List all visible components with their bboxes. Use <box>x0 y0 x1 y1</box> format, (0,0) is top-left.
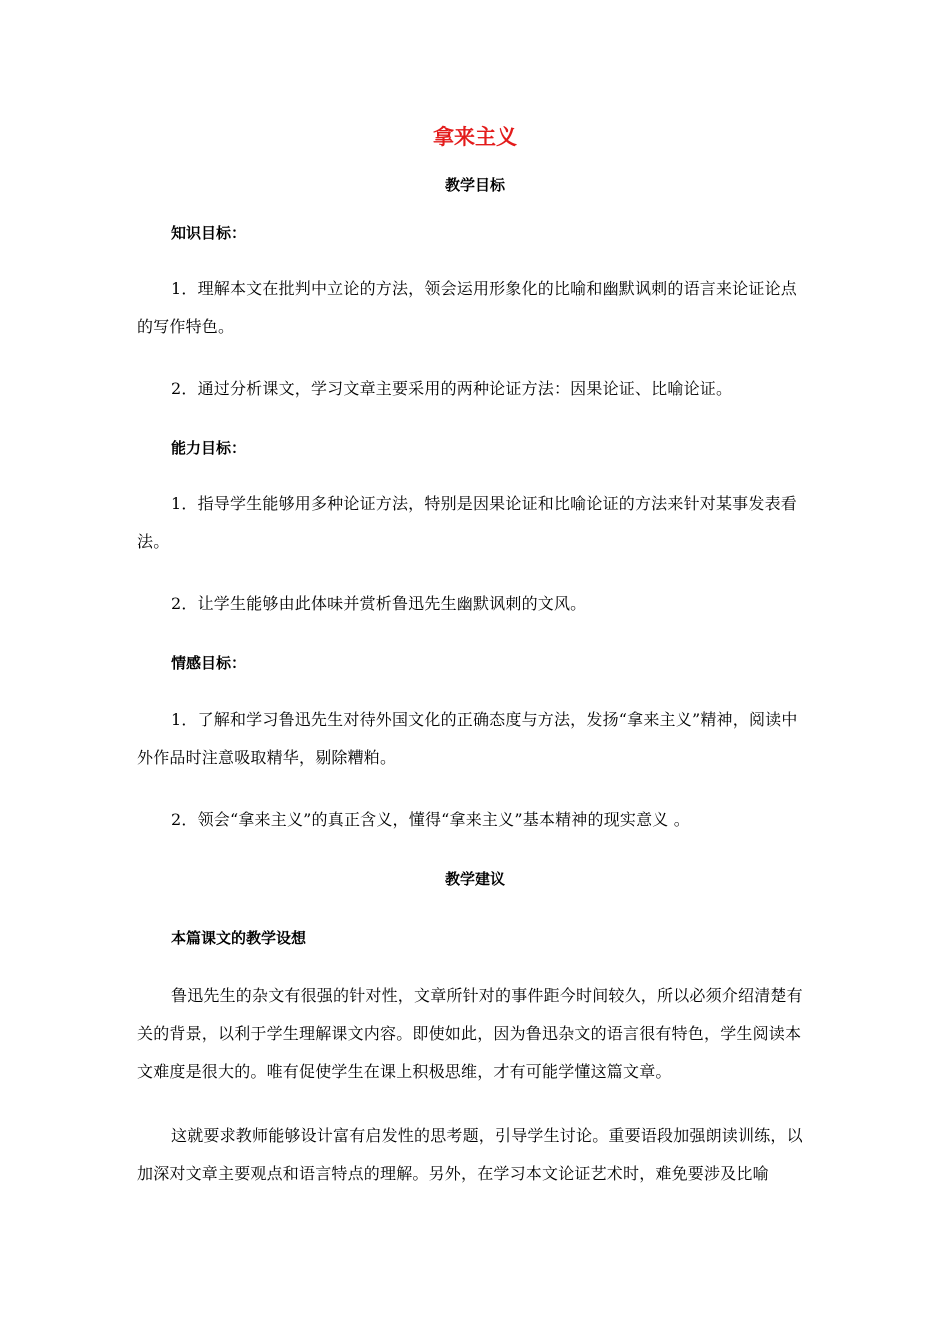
knowledge-item-2: 2．通过分析课文，学习文章主要采用的两种论证方法：因果论证、比喻论证。 <box>171 379 733 398</box>
subheading-ability-objectives: 能力目标： <box>171 439 247 457</box>
section-heading-teaching-objectives: 教学目标 <box>444 176 505 194</box>
ability-item-2: 2．让学生能够由此体味并赏析鲁迅先生幽默讽刺的文风。 <box>171 594 587 613</box>
subheading-knowledge-objectives: 知识目标： <box>171 224 247 242</box>
subheading-emotion-objectives: 情感目标： <box>171 654 247 672</box>
ability-item-1: 1．指导学生能够用多种论证方法，特别是因果论证和比喻论证的方法来针对某事发表看法。 <box>137 494 797 551</box>
section-heading-teaching-suggestions: 教学建议 <box>444 870 505 888</box>
document-title: 拿来主义 <box>433 125 517 149</box>
emotion-item-2: 2．领会“拿来主义”的真正含义，懂得“拿来主义”基本精神的现实意义 。 <box>171 810 690 829</box>
knowledge-item-1: 1．理解本文在批判中立论的方法，领会运用形象化的比喻和幽默讽刺的语言来论证论点的写作特色。 <box>137 279 797 336</box>
design-paragraph-1: 鲁迅先生的杂文有很强的针对性，文章所针对的事件距今时间较久，所以必须介绍清楚有关的背景，以利于学生理解课文内容。即使如此，因为鲁迅杂文的语言很有特色，学生阅读本文难度是很大的。唯有促使学生在课上积极思维，才有可能学懂这篇文章。 <box>137 986 803 1081</box>
emotion-item-1: 1．了解和学习鲁迅先生对待外国文化的正确态度与方法，发扬“拿来主义”精神，阅读中外作品时注意吸取精华，剔除糟粕。 <box>137 710 798 767</box>
design-paragraph-2: 这就要求教师能够设计富有启发性的思考题，引导学生讨论。重要语段加强朗读训练，以加深对文章主要观点和语言特点的理解。另外，在学习本文论证艺术时，难免要涉及比喻 <box>137 1126 803 1183</box>
subheading-teaching-design: 本篇课文的教学设想 <box>171 929 307 947</box>
